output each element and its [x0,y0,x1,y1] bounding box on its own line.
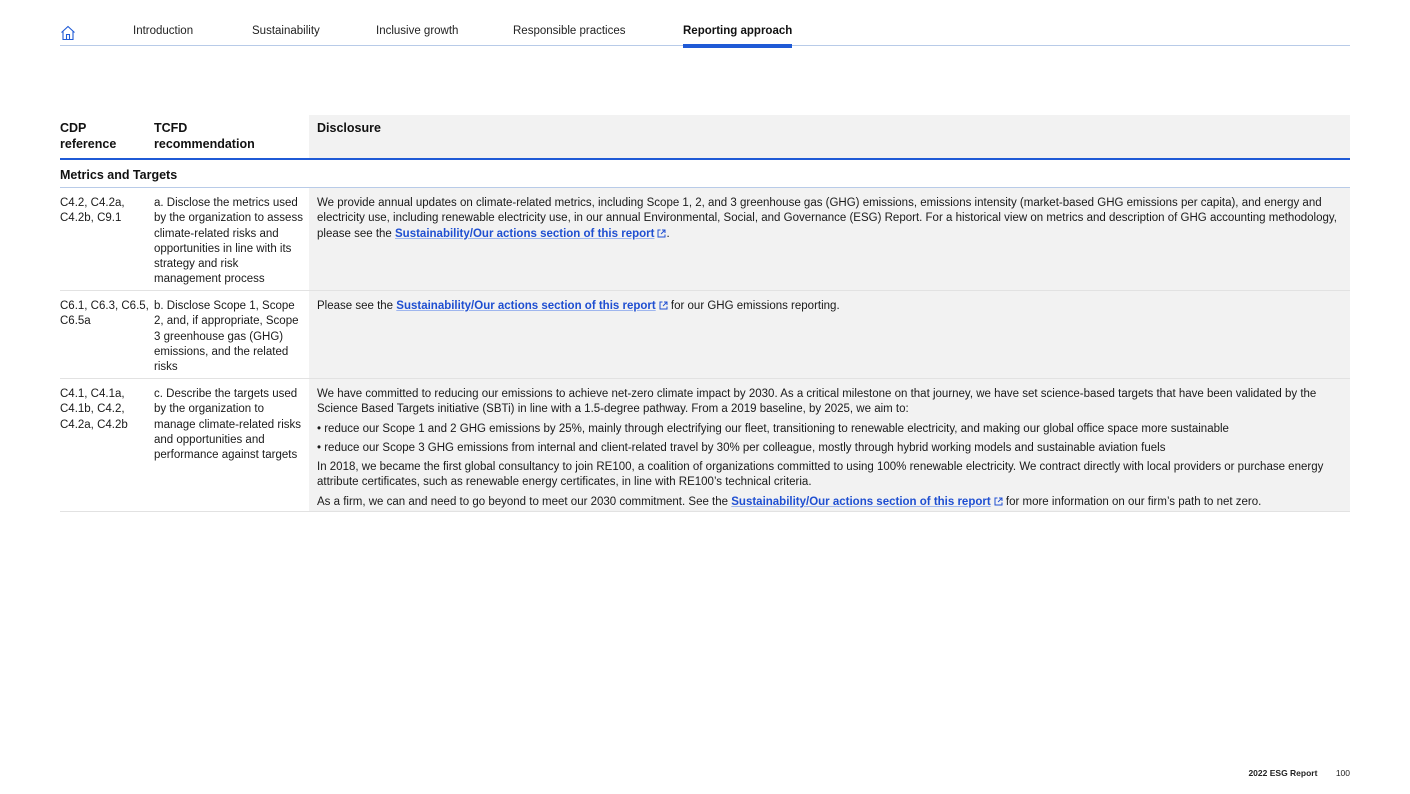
header-shade [309,115,1350,158]
header-tcfd-recommendation: TCFD recommendation [154,121,255,151]
disclosure-text: As a firm, we can and need to go beyond to meet our 2030 commitment. See the [317,495,732,508]
disclosure-text: Please see the [317,300,397,312]
target-bullet: • reduce our Scope 3 GHG emissions from internal and client-related travel by 30% per colleague, mostly through hybrid working models and sustainable aviation fuels [317,441,1166,454]
tcfd-recommendation: c. Describe the targets used by the organization to manage climate-related risks and opportunities and performance against targets [154,388,302,462]
disclosure-text: for our GHG emissions reporting. [667,300,840,312]
tab-introduction[interactable]: Introduction [133,25,194,37]
table-header [60,115,1350,160]
disclosure-paragraph [317,495,1340,511]
external-link-icon [659,300,668,315]
disclosure-cell [309,379,1350,511]
disclosure-paragraph: We have committed to reducing our emissions to achieve net-zero climate impact by 2030. As a critical milestone on that journey, we have set science-based targets that have been validated by the Science Based Targets initiative (SBTi) in line with a 1.5-degree pathway. From a 2019 baseline, by 2025, we aim to: [317,388,1317,416]
cdp-reference: C4.2, C4.2a, C4.2b, C9.1 [60,197,125,225]
tab-responsible-practices[interactable]: Responsible practices [513,25,626,37]
top-navigation [60,0,1350,46]
tcfd-recommendation: a. Disclose the metrics used by the organization to assess climate-related risks and opportunities in line with its strategy and risk management process [154,197,303,286]
tab-inclusive-growth[interactable]: Inclusive growth [376,25,459,37]
disclosure-cell [309,291,1350,378]
disclosure-text: . [666,227,670,240]
cdp-reference: C6.1, C6.3, C6.5, C6.5a [60,300,149,328]
table-row [60,379,1350,512]
header-disclosure: Disclosure [317,121,381,135]
header-cdp-reference: CDP reference [60,121,117,151]
tcfd-recommendation: b. Disclose Scope 1, Scope 2, and, if appropriate, Scope 3 greenhouse gas (GHG) emissions, and the related risks [154,300,299,374]
disclosure-text: We provide annual updates on climate-related metrics, including Scope 1, 2, and 3 greenhouse gas (GHG) emissions, emissions intensity (market-based GHG emissions per capita), and energy and electricity use, including renewable electricity use, in our annual Environmental, Social, and Governance (ESG) Report. For a historical view on metrics and description of GHG accounting methodology, please see the [317,197,1337,240]
external-link-icon [994,496,1003,511]
sustainability-report-link[interactable]: Sustainability/Our actions section of this report [396,300,656,312]
home-icon[interactable] [60,25,76,41]
section-title: Metrics and Targets [60,160,1350,188]
sustainability-report-link[interactable]: Sustainability/Our actions section of this report [731,495,991,508]
disclosure-paragraph [317,299,1340,315]
disclosure-text: for more information on our firm’s path to net zero. [1002,495,1262,508]
disclosure-paragraph [317,196,1340,243]
target-bullet: • reduce our Scope 1 and 2 GHG emissions by 25%, mainly through electrifying our fleet, transitioning to renewable electricity, and making our global office space more sustainable [317,422,1229,435]
table-row [60,291,1350,379]
tcfd-table [60,115,1350,512]
page-footer [1248,768,1350,778]
sustainability-report-link[interactable]: Sustainability/Our actions section of this report [395,227,655,240]
page-number: 100 [1335,768,1350,778]
tab-reporting-approach[interactable]: Reporting approach [683,25,793,37]
cdp-reference: C4.1, C4.1a, C4.1b, C4.2, C4.2a, C4.2b [60,388,128,431]
disclosure-cell [309,188,1350,290]
table-row [60,188,1350,291]
tab-sustainability[interactable]: Sustainability [252,25,320,37]
disclosure-paragraph: In 2018, we became the first global consultancy to join RE100, a coalition of organizations committed to using 100% renewable electricity. We contract directly with local providers or purchase energy attribute certificates, such as renewable energy certificates, in line with RE100’s technical criteria. [317,461,1324,489]
report-title: 2022 ESG Report [1248,768,1318,778]
